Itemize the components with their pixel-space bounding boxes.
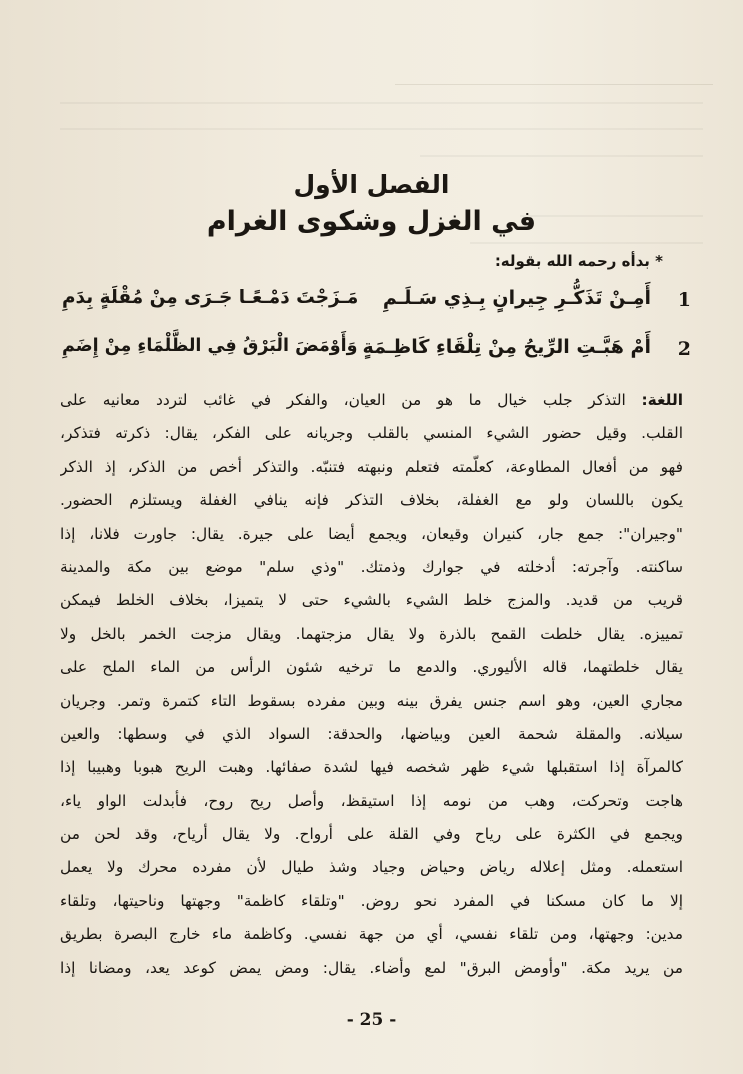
commentary-line: من يريد مكة. "وأومض البرق" لمع وأضاء. يقال: ومض يمض كوعد يعد، ومضانا إذا <box>60 958 683 977</box>
page-number: - 25 - <box>346 1010 397 1030</box>
commentary-line: تمييزه. يقال خلطت القمح بالذرة ولا يقال مزجتهما. ويقال مزجت الخمر بالخل ولا <box>60 624 683 643</box>
commentary-line: ساكنته. وآجرته: أدخلته في جوارك وذمتك. "وذي سلم" موضع بين مكة والمدينة <box>60 557 683 576</box>
commentary-text <box>60 384 683 985</box>
commentary-line: القلب. وقيل حضور الشيء المنسي بالقلب وجريانه على الفكر، يقال: ذكرته فتذكر، <box>60 424 683 443</box>
commentary-line: مدين: وجهتها، ومن تلقاء نفسي، أي من جهة نفسي. وكاظمة ماء خارج البصرة بطريق <box>60 925 683 944</box>
commentary-line: كالمرآة إذا استقبلها شيء ظهر شخصه فيها لشدة صفائها. وهبت الريح هبوبا وهبيبا إذا <box>60 758 683 777</box>
commentary-line: ويجمع في الكثرة على رياح وفي القلة على أرواح. ولا يقال أرياح، وقد لحن من <box>60 825 683 844</box>
intro-line: * بدأه رحمه الله بقوله: <box>494 252 663 270</box>
running-header-shadow <box>395 48 713 85</box>
commentary-label: اللغة: <box>641 391 683 409</box>
verse-line <box>62 283 691 323</box>
commentary-line: "وجيران": جمع جار، كنيران وقيعان، ويجمع أيضا على جيرة. يقال: جاورت فلانا، إذا <box>60 524 683 543</box>
commentary-line: هاجت وتحركت، وهب من نومه إذا استيقظ، وأصل ريح روح، فأبدلت الواو ياء، <box>60 791 683 810</box>
bleed-through-line <box>420 155 703 157</box>
commentary-line: فهو من أفعال المطاوعة، كعلّمته فتعلم ونبهته فتنبّه. والتذكر أخص من الذكر، إذ الذكر <box>60 457 683 476</box>
chapter-title: الفصل الأول <box>293 170 450 199</box>
verse-first-hemistich: أَمْ هَبَّـتِ الرِّيحُ مِنْ تِلْقَاءِ كَاظِـمَةٍ <box>362 336 651 358</box>
commentary-line: يكون باللسان ولو مع الغفلة، بخلاف التذكر فإنه ينافي الغفلة ويستلزم الحضور. <box>60 491 683 510</box>
commentary-line: قريب من قديد. والمزج خلط الشيء بالشيء حتى لا يتميزا، بخلاف الخلط فيمكن <box>60 591 683 610</box>
verse-second-hemistich: مَـزَجْتَ دَمْـعًـا جَـرَى مِنْ مُقْلَةٍ بِدَمِ <box>62 287 359 308</box>
bleed-through-line <box>470 242 703 244</box>
bleed-through-line <box>60 128 703 130</box>
commentary-line: استعمله. ومثل إعلاله رياض وحياض وجياد وشذ طيال لأن مفرده محرك ولا يعمل <box>60 858 683 877</box>
commentary-line: سيلانه. والمقلة شحمة العين وبياضها، والحدقة: السواد الذي في وسطها: والعين <box>60 724 683 743</box>
commentary-line: اللغة: التذكر جلب خيال ما هو من العيان، والفكر في غائب لتردد معانيه على <box>60 391 683 409</box>
verse-second-hemistich: وَأَوْمَضَ الْبَرْقُ فِي الظَّلْمَاءِ مِنْ إِضَمِ <box>62 336 358 356</box>
verse-number: 2 <box>677 338 691 360</box>
chapter-subtitle: في الغزل وشكوى الغرام <box>206 206 537 237</box>
verse-line <box>62 332 691 372</box>
commentary-line: يقال خلطتهما، قاله الأليوري. والدمع ما ترخيه شئون الرأس من الماء الملح على <box>60 658 683 677</box>
verse-first-hemistich: أَمِـنْ تَذَكُّـرِ جِيرانٍ بِـذِي سَـلَـمِ <box>382 287 651 309</box>
commentary-line: مجاري العين، وهو اسم جنس يفرق بينه وبين مفرده بسقوط التاء كتمرة وتمر. وجريان <box>60 691 683 710</box>
verse-number: 1 <box>677 289 691 311</box>
bleed-through-line <box>60 102 703 104</box>
commentary-line: إلا ما كان مسكنا في المفرد نحو روض. "وتلقاء كاظمة" وجهتها وناحيتها، وتلقاء <box>60 891 683 910</box>
